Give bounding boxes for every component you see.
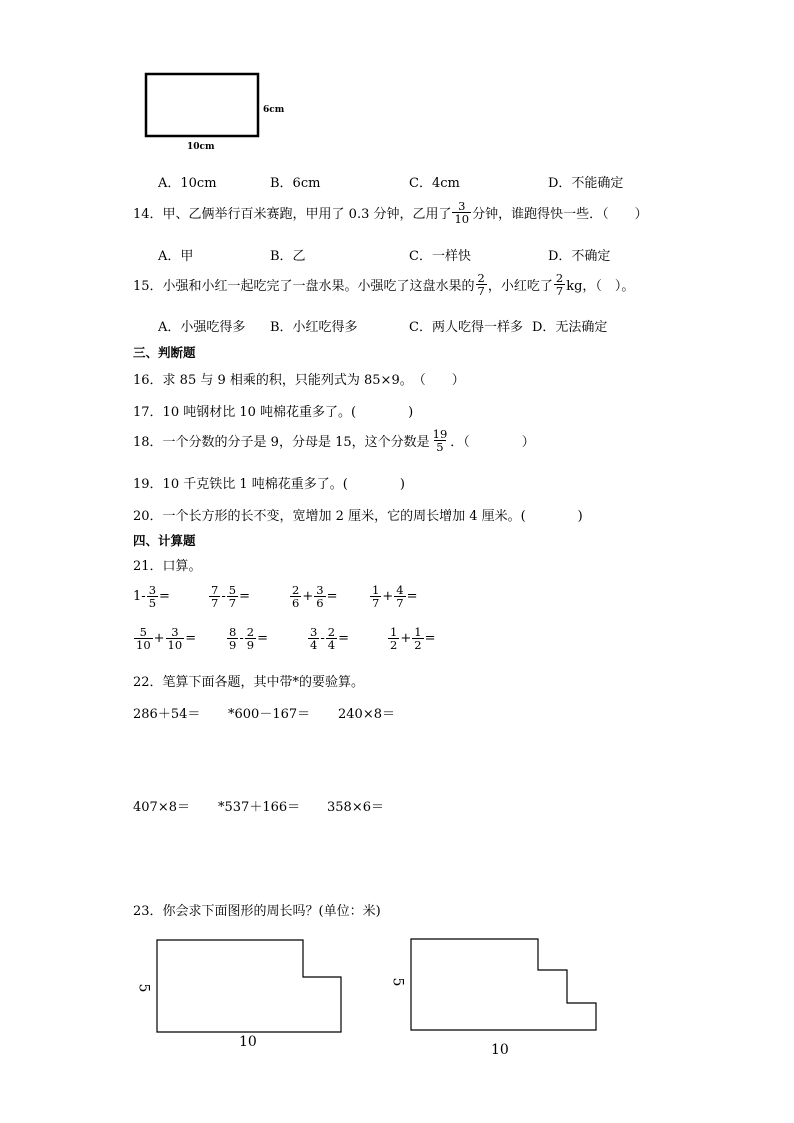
q14-option-d[interactable]: D．不确定 [548,249,611,264]
question-14 [133,200,648,225]
q21-expr-4: $\frac{1}{7}$ + $\frac{4}{7}$ = [372,583,418,611]
question-19: 19．10 千克铁比 1 吨棉花重多了。( ) [133,477,405,492]
question-18: 18．一个分数的分子是 9，分母是 15，这个分数是 $\frac{19}{5}$ ．（ ） [133,427,535,455]
q14-fraction: $\frac{3}{10}$ [454,199,470,227]
section-4-title: 四、计算题 [133,533,196,548]
q22-calc-3: 240×8＝ [338,707,395,722]
q15-option-b[interactable]: B．小红吃得多 [270,320,358,335]
q15-text-before: 15．小强和小红一起吃完了一盘水果。小强吃了这盘水果的 [133,279,475,295]
q14-option-c[interactable]: C．一样快 [409,249,471,264]
q15-text-after: kg，（ ）。 [566,279,635,295]
q15-fraction-1: $\frac{2}{7}$ [477,271,485,299]
rectangle-width-label: 6cm [263,105,285,115]
q13-option-d[interactable]: D．不能确定 [548,176,624,191]
q22-calc-5: *537＋166＝ [218,800,301,815]
q15-fraction-2: $\frac{2}{7}$ [555,271,564,299]
question-15 [133,272,634,297]
perimeter-figures [0,920,794,1080]
q14-option-a[interactable]: A．甲 [158,249,194,264]
figure-1-shape [157,940,341,1032]
q21-expr-3: $\frac{2}{6}$ + $\frac{3}{6}$ = [292,583,338,611]
figure-2-width-label: 10 [491,1042,509,1058]
q22-calc-2: *600－167＝ [228,707,311,722]
q15-option-c[interactable]: C．两人吃得一样多 [409,320,523,335]
q21-expr-8: $\frac{1}{2}$ + $\frac{1}{2}$ = [390,625,436,653]
q21-expr-7: $\frac{3}{4}$ - $\frac{2}{4}$ = [310,625,349,653]
q14-option-b[interactable]: B．乙 [270,249,306,264]
rectangle-length-label: 10cm [187,142,215,152]
rectangle-figure [0,0,794,170]
q21-expr-5: $\frac{5}{10}$ + $\frac{3}{10}$ = [136,625,197,653]
q13-option-a[interactable]: A．10cm [158,176,217,191]
q15-option-a[interactable]: A．小强吃得多 [158,320,246,335]
figure-1-height-label: 5 [135,983,152,993]
question-21-title: 21．口算。 [133,559,202,574]
question-22-title: 22．笔算下面各题，其中带*的要验算。 [133,675,365,690]
q18-fraction: $\frac{19}{5}$ [432,427,448,455]
q15-option-d[interactable]: D．无法确定 [532,320,608,335]
q13-option-b[interactable]: B．6cm [270,176,321,191]
section-3-title: 三、判断题 [133,345,196,360]
q22-calc-4: 407×8＝ [133,800,190,815]
q14-text-before: 14．甲、乙俩举行百米赛跑，甲用了 0.3 分钟，乙用了 [133,207,452,223]
question-17: 17．10 吨钢材比 10 吨棉花重多了。( ) [133,405,414,420]
q15-text-mid: ，小红吃了 [487,279,553,295]
q21-expr-1: 1- $\frac{3}{5}$ = [133,583,170,611]
q14-text-after: 分钟，谁跑得快一些．（ ） [472,207,648,223]
question-16: 16．求 85 与 9 相乘的积，只能列式为 85×9。 （ ） [133,373,465,388]
q22-calc-6: 358×6＝ [327,800,384,815]
figure-2-shape [411,939,596,1030]
question-20: 20．一个长方形的长不变，宽增加 2 厘米，它的周长增加 4 厘米。( ) [133,509,583,524]
figure-2-height-label: 5 [389,977,406,987]
question-23-title: 23．你会求下面图形的周长吗？(单位：米) [133,904,381,919]
q21-expr-2: $\frac{7}{7}$ - $\frac{5}{7}$ = [211,583,250,611]
q22-calc-1: 286＋54＝ [133,707,201,722]
figure-1-width-label: 10 [239,1034,257,1050]
q13-option-c[interactable]: C．4cm [409,176,460,191]
q21-expr-6: $\frac{8}{9}$ - $\frac{2}{9}$ = [229,625,268,653]
